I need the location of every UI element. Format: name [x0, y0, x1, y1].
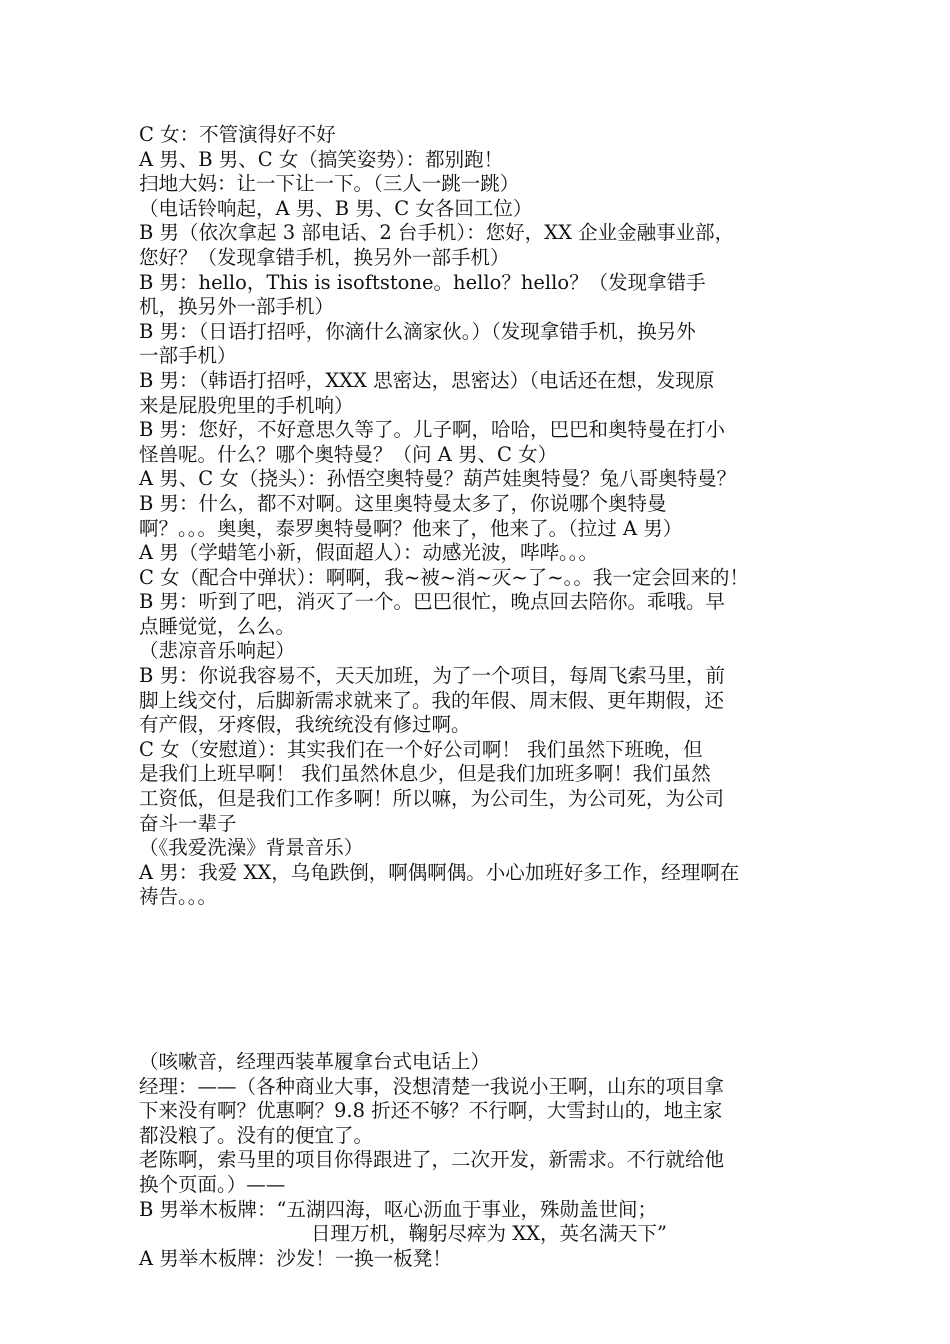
- script-line: B 男：hello，This is isoftstone。hello？hello？（发现拿错手: [139, 270, 706, 294]
- script-line: A 男（学蜡笔小新，假面超人）：动感光波，哔哔。。。: [139, 541, 599, 565]
- script-line: B 男：听到了吧，消灭了一个。巴巴很忙，晚点回去陪你。乖哦。早: [139, 590, 726, 614]
- script-line: （电话铃响起，A 男、B 男、C 女各回工位）: [139, 196, 533, 220]
- script-line: A 男、B 男、C 女（搞笑姿势）：都别跑！: [139, 147, 504, 171]
- script-line: 工资低，但是我们工作多啊！所以嘛，为公司生，为公司死，为公司: [139, 787, 725, 811]
- script-line: A 男：我爱 XX，乌龟跌倒，啊偶啊偶。小心加班好多工作，经理啊在: [139, 860, 740, 884]
- script-line: C 女：不管演得好不好: [139, 123, 336, 146]
- script-line: 是我们上班早啊！ 我们虽然休息少，但是我们加班多啊！我们虽然: [139, 762, 711, 786]
- script-line: 下来没有啊？优惠啊？9.8 折还不够？不行啊，大雪封山的，地主家: [139, 1099, 723, 1123]
- script-line: 老陈啊，索马里的项目你得跟进了，二次开发，新需求。不行就给他: [139, 1148, 725, 1172]
- script-line: 祷告。。。: [139, 885, 218, 909]
- script-line: B 男：你说我容易不，天天加班，为了一个项目，每周飞索马里，前: [139, 664, 726, 688]
- script-line: 点睡觉觉，么么。: [139, 614, 296, 638]
- script-line: 有产假，牙疼假，我统统没有修过啊。: [139, 713, 471, 737]
- script-line: B 男（依次拿起 3 部电话、2 台手机）：您好，XX 企业金融事业部，: [139, 221, 735, 245]
- script-section-2: [139, 1050, 819, 1271]
- script-line: （咳嗽音，经理西装革履拿台式电话上）: [139, 1050, 491, 1073]
- script-line: 奋斗一辈子: [139, 811, 237, 835]
- script-line: （悲凉音乐响起）: [139, 639, 296, 663]
- section-gap: [139, 910, 819, 1050]
- script-line: B 男举木板牌：“五湖四海，呕心沥血于事业，殊勋盖世间；: [139, 1197, 657, 1221]
- script-line: B 男：（韩语打招呼，XXX 思密达，思密达）（电话还在想，发现原: [139, 368, 715, 392]
- script-line: C 女（配合中弹状）：啊啊，我~被~消~灭~了~。。我一定会回来的！: [139, 565, 749, 589]
- script-line: B 男：什么，都不对啊。这里奥特曼太多了，你说哪个奥特曼: [139, 491, 667, 515]
- script-line: 经理：——（各种商业大事，没想清楚一我说小王啊，山东的项目拿: [139, 1074, 725, 1098]
- script-line: 一部手机）: [139, 344, 237, 368]
- document-page: [139, 123, 819, 1271]
- script-line: 换个页面。）——: [139, 1172, 286, 1196]
- script-line: 脚上线交付，后脚新需求就来了。我的年假、周末假、更年期假，还: [139, 688, 725, 712]
- script-section-1: [139, 123, 819, 910]
- script-line: A 男、C 女（挠头）：孙悟空奥特曼？葫芦娃奥特曼？兔八哥奥特曼？: [139, 467, 737, 491]
- script-line: 啊？。。。奥奥，泰罗奥特曼啊？他来了，他来了。（拉过 A 男）: [139, 516, 683, 540]
- script-line: 怪兽呢。什么？哪个奥特曼？（问 A 男、C 女）: [139, 442, 558, 466]
- script-line: A 男举木板牌：沙发！一换一板凳！: [139, 1246, 452, 1270]
- script-line: （《我爱洗澡》背景音乐）: [139, 836, 364, 860]
- script-line: B 男：您好，不好意思久等了。儿子啊，哈哈，巴巴和奥特曼在打小: [139, 418, 726, 442]
- script-line: C 女（安慰道）：其实我们在一个好公司啊！ 我们虽然下班晚，但: [139, 737, 703, 761]
- script-line: 您好？（发现拿错手机，换另外一部手机）: [139, 245, 510, 269]
- script-line: 扫地大妈：让一下让一下。（三人一跳一跳）: [139, 172, 520, 196]
- script-line: 机，换另外一部手机）: [139, 295, 335, 319]
- script-line: 都没粮了。没有的便宜了。: [139, 1123, 374, 1147]
- script-line: B 男：（日语打招呼，你滴什么滴家伙。）（发现拿错手机，换另外: [139, 319, 696, 343]
- script-line: 来是屁股兜里的手机响）: [139, 393, 354, 417]
- script-line-indented: 日理万机，鞠躬尽瘁为 XX，英名满天下”: [311, 1222, 667, 1246]
